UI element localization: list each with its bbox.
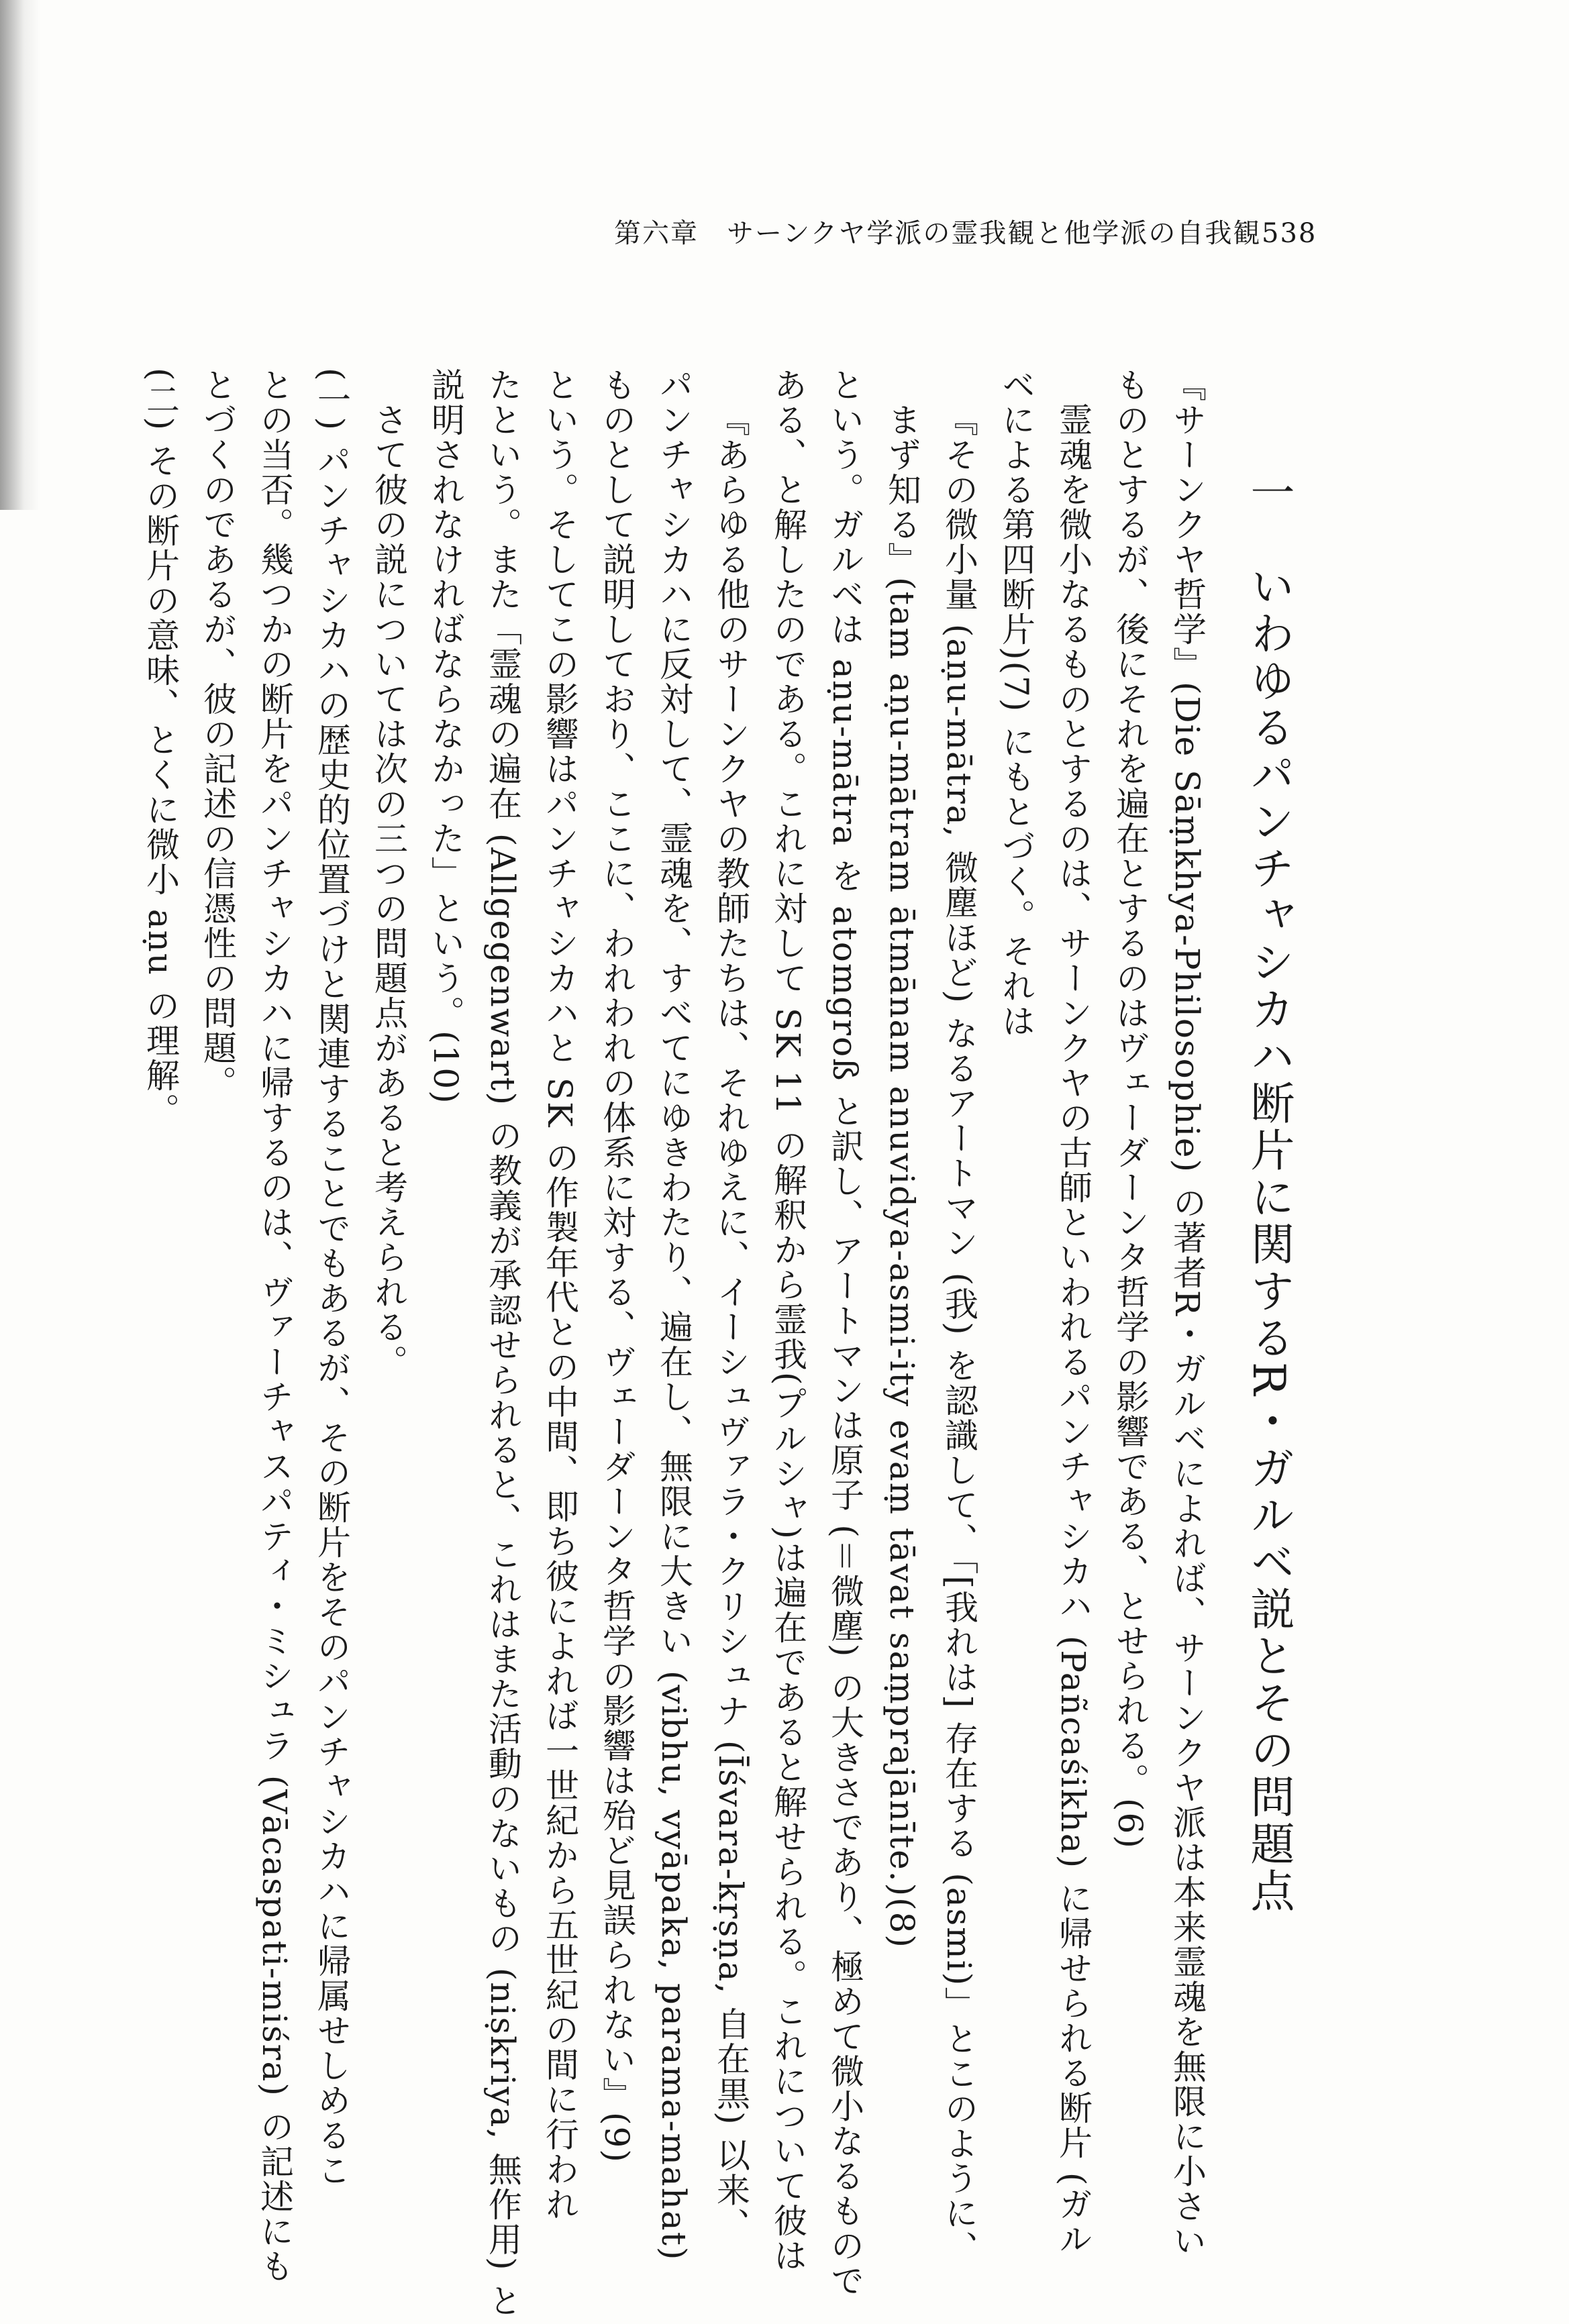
body-line: (二) その断片の意味、とくに微小 aṇu の理解。: [141, 368, 180, 1128]
running-head-title: 第六章 サーンクヤ学派の霊我観と他学派の自我観: [614, 218, 1262, 249]
body-line: 『その微小量 (aṇu-mātra, 微塵ほど) なるアートマン (我) を認識して、「[我れは] 存在する (asmi)」とこのように、: [940, 403, 978, 2266]
section-heading: 一 いわゆるパンチャシカハ断片に関するR・ガルベ説とその問題点: [1243, 470, 1295, 1915]
body-line: ベによる第四断片)(7) にもとづく。それは: [997, 368, 1035, 1039]
body-line: ものとするが、後にそれを遍在とするのはヴェーダーンタ哲学の影響である、とせられる。(6): [1111, 368, 1150, 1850]
body-line: との当否。幾つかの断片をパンチャシカハに帰するのは、ヴァーチャスパティ・ミシュラ (Vācaspati-miśra) の記述にも: [255, 368, 294, 2284]
body-line: 霊魂を微小なるものとするのは、サーンクヤの古師といわれるパンチャシカハ (Pañcaśikha) に帰せられる断片 (ガル: [1054, 403, 1093, 2257]
body-line: パンチャシカハに反対して、霊魂を、すべてにゆきわたり、遍在し、無限に大きい (vibhu, vyāpaka, parama-mahat): [654, 368, 693, 2262]
body-line: ある、と解したのである。これに対して SK 11 の解釈から霊我(プルシャ)は遍在であると解せられる。これについて彼は: [768, 368, 807, 2273]
body-line: ものとして説明しており、ここに、われわれの体系に対する、ヴェーダーンタ哲学の影響は殆ど見誤られない』(9): [597, 368, 636, 2164]
body-line: とづくのであるが、彼の記述の信憑性の問題。: [198, 368, 237, 1100]
body-line: 『あらゆる他のサーンクヤの教師たちは、それゆえに、イーシュヴァラ・クリシュナ (Īśvara-kṛṣṇa, 自在黒) 以来、: [711, 403, 750, 2243]
body-line: たという。また「霊魂の遍在 (Allgegenwart) の教義が承認せられると、これはまた活動のないもの (niṣkriya, 無作用) と: [483, 368, 522, 2319]
body-line: まず知る』(tam aṇu-mātram ātmānam anuvidya-asmi-ity evaṃ tāvat saṃprajānīte.)(8): [882, 403, 921, 1949]
body-line: 『サーンクヤ哲学』(Die Sāṃkhya-Philosophie) の著者R・ガルベによれば、サーンクヤ派は本来霊魂を無限に小さい: [1168, 368, 1207, 2259]
body-line: という。ガルベは aṇu-mātra を atomgroß と訳し、アートマンは原子 (＝微塵) の大きさであり、極めて微小なるもので: [825, 368, 864, 2299]
scan-edge-shadow: [0, 0, 40, 510]
body-line: さて彼の説については次の三つの問題点があると考えられる。: [369, 403, 408, 1379]
body-line: (一) パンチャシカハの歴史的位置づけと関連することでもあるが、その断片をそのパンチャシカハに帰属せしめるこ: [312, 368, 351, 2188]
page-number: 538: [1262, 218, 1317, 249]
body-line: 説明されなければならなかった」という。(10): [426, 368, 465, 1105]
body-line: という。そしてこの影響はパンチャシカハと SK の作製年代との中間、即ち彼によれば一世紀から五世紀の間に行われ: [540, 368, 579, 2222]
